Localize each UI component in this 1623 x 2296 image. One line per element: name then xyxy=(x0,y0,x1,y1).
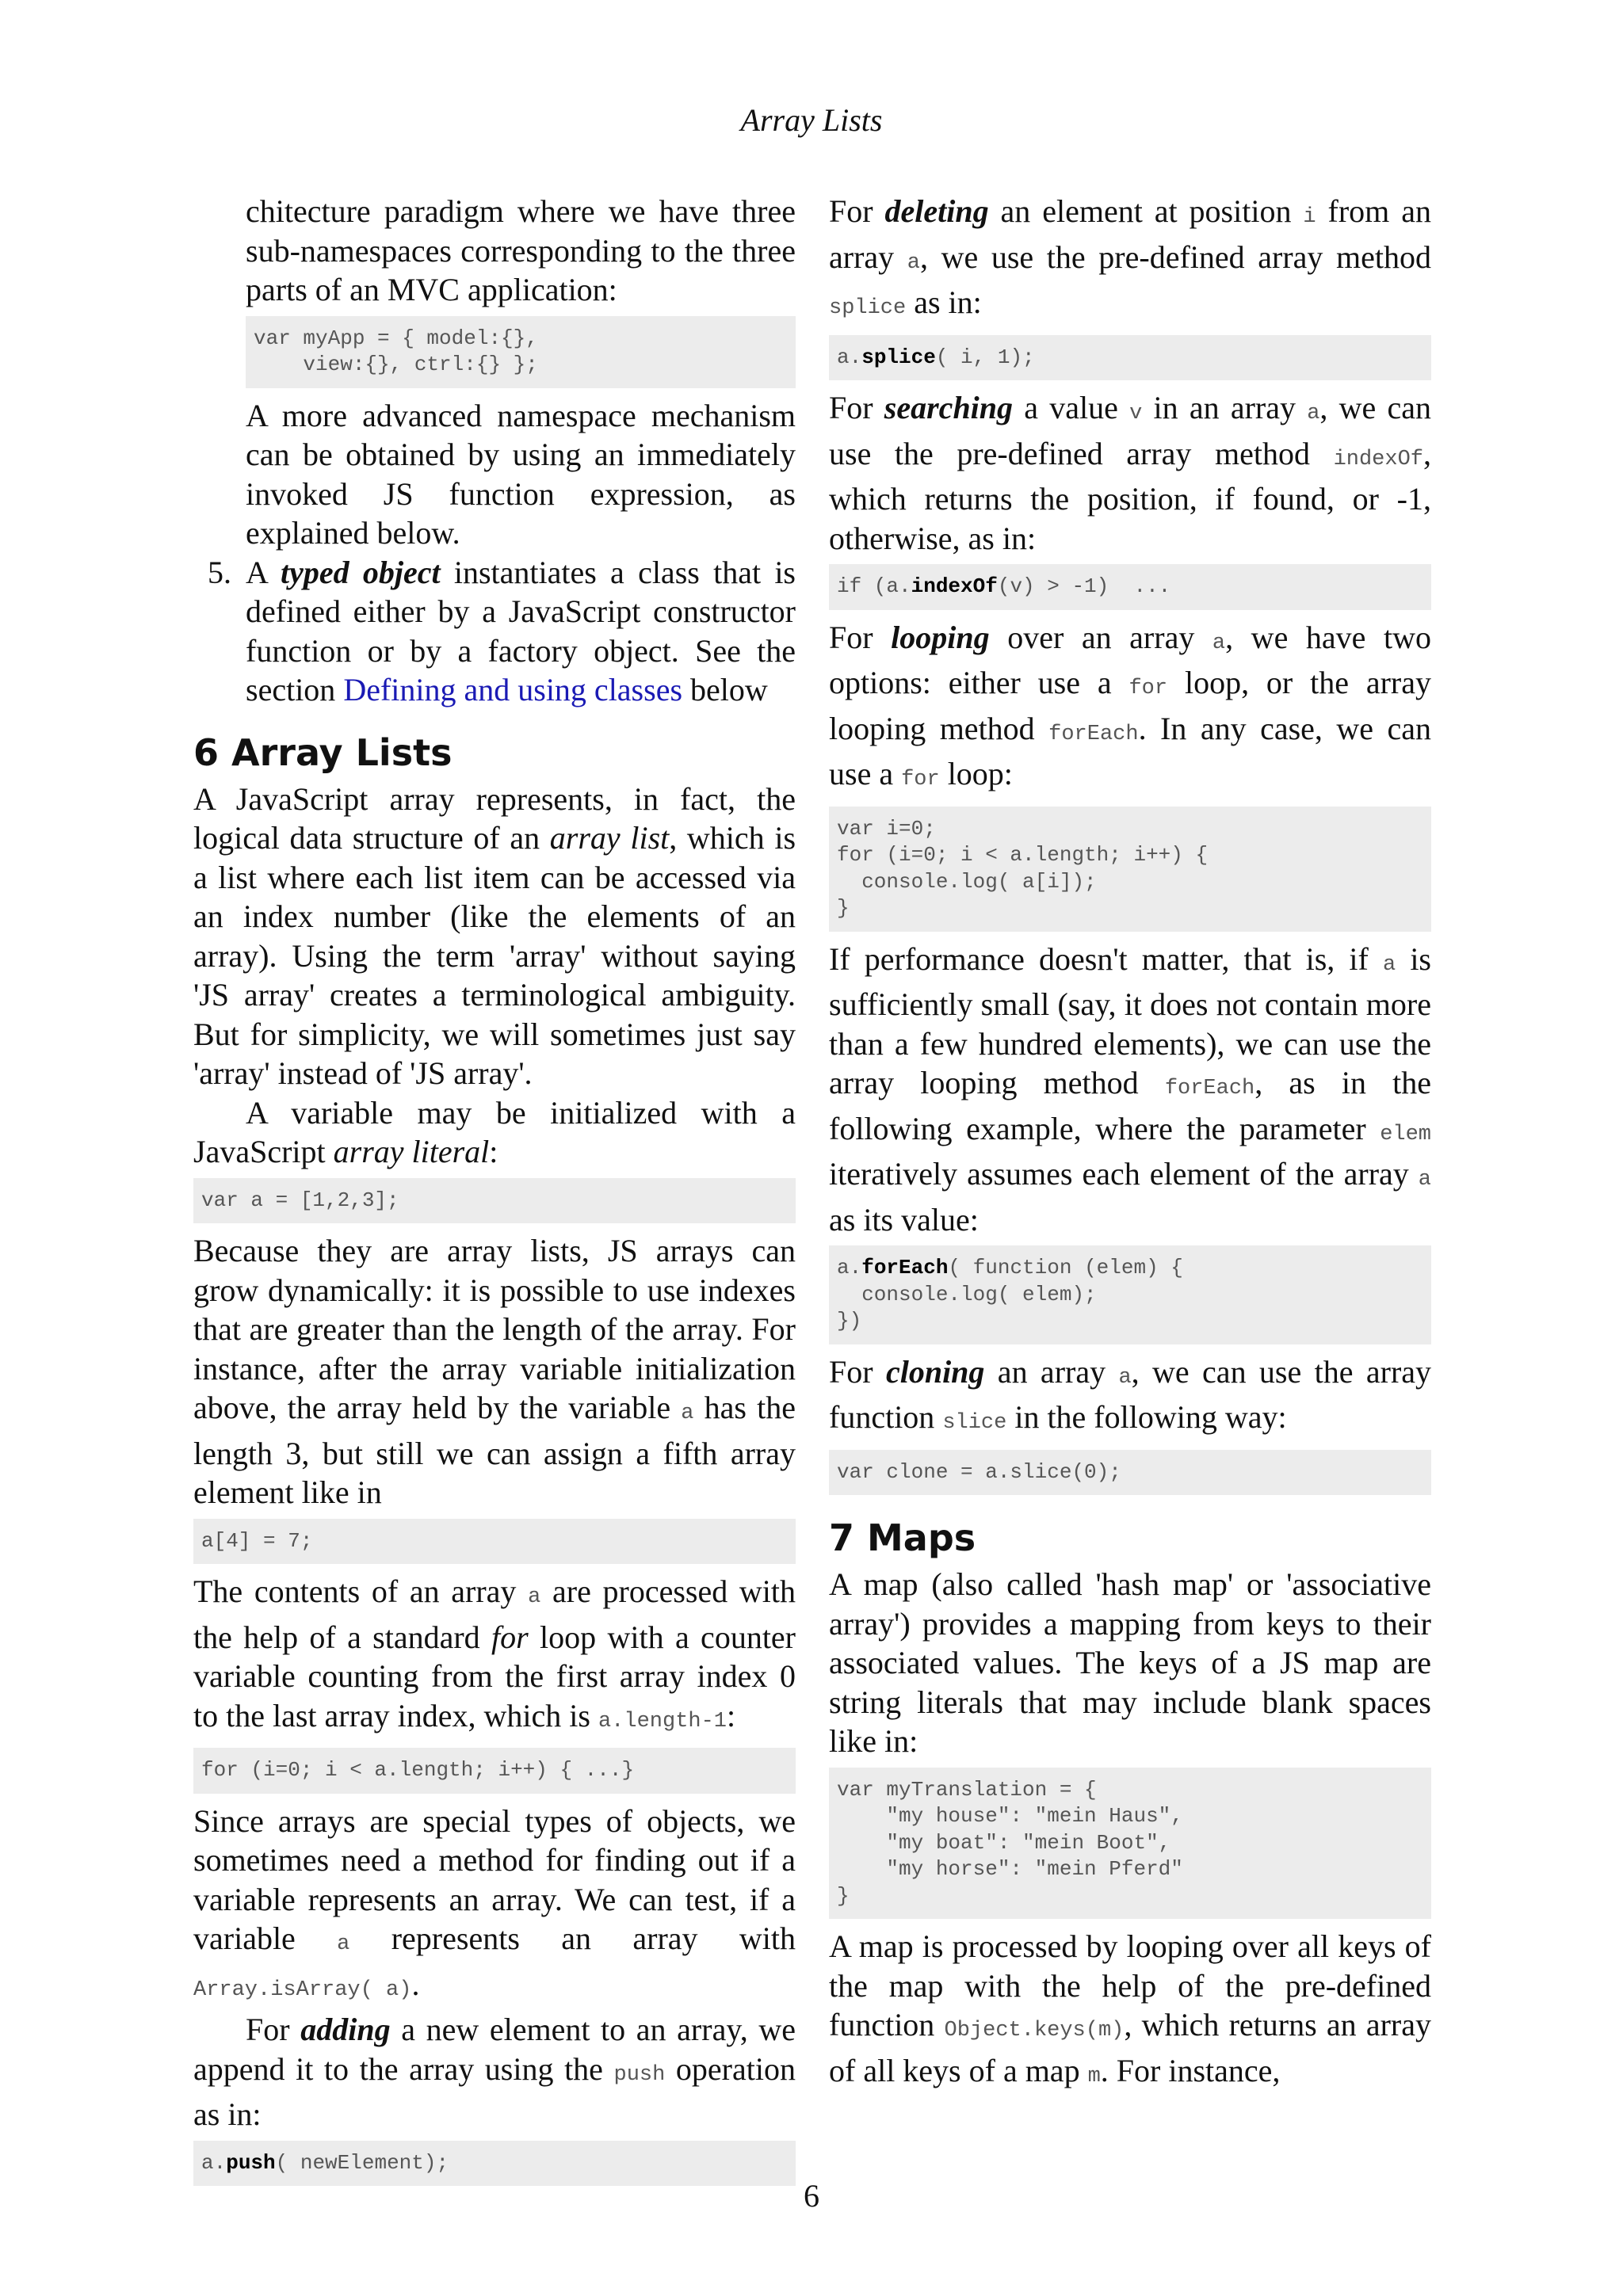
code-block-for-console: var i=0; for (i=0; i < a.length; i++) { console.log( a[i]); } xyxy=(829,807,1431,932)
paragraph-isarray: Since arrays are special types of objects, we sometimes need a method for finding out if a variable represents an array. We can test, if a variable a represents an array with Array.isArray( a). xyxy=(193,1802,796,2002)
paragraph-performance: If performance doesn't matter, that is, if a is sufficiently small (say, it does not contain more than a few hundred elements), we can use the array looping method forEach, as in the following example, where the parameter elem iteratively assumes each element of the array a as its value: xyxy=(829,940,1432,1238)
inline-code-foreach: forEach xyxy=(1048,722,1139,746)
inline-code-elem: elem xyxy=(1380,1122,1431,1146)
paragraph-array-list-intro: A JavaScript array represents, in fact, the logical data structure of an array list, which is a list where each list item can be accessed via an index number (like the elements of an array). Using the term 'array' without saying 'JS array' creates a terminological ambiguity. But for simplicity, we will sometimes just say 'array' instead of 'JS array'. xyxy=(193,780,796,1091)
code-block-array-literal: var a = [1,2,3]; xyxy=(193,1178,796,1224)
inline-code-isarray: Array.isArray( a) xyxy=(193,1978,412,2002)
term-typed-object: typed object xyxy=(280,554,441,590)
page-number: 6 xyxy=(804,2178,819,2214)
code-block-foreach: a.forEach( function (elem) { console.log( elem); }) xyxy=(829,1245,1431,1344)
term-adding: adding xyxy=(300,2012,391,2047)
paragraph-map-intro: A map (also called 'hash map' or 'associative array') provides a mapping from keys to their associated values. The keys of a JS map are string literals that may include blank spaces like in: xyxy=(829,1566,1431,1759)
paragraph-looping: For looping over an array a, we have two options: either use a for loop, or the array looping method forEach. In any case, we can use a for loop: xyxy=(829,619,1431,791)
inline-code-a: a xyxy=(1418,1168,1431,1192)
inline-code-for: for xyxy=(1128,677,1168,700)
section-heading-array-lists: 6 Array Lists xyxy=(193,730,453,774)
paragraph-adding: For adding a new element to an array, we append it to the array using the push operation as in: xyxy=(193,2012,796,2132)
inline-code-a: a xyxy=(907,250,920,275)
inline-code-splice: splice xyxy=(829,296,907,320)
code-block-map: var myTranslation = { "my house": "mein Haus", "my boat": "mein Boot", "my horse": "mein Pferd" } xyxy=(829,1768,1431,1920)
paragraph-object-keys: A map is processed by looping over all keys of the map with the help of the pre-defined function Object.keys(m), which returns an array of all keys of a map m. For instance, xyxy=(829,1928,1431,2088)
paragraph-dynamic-growth: Because they are array lists, JS arrays can grow dynamically: it is possible to use indexes that are greater than the length of the array. For instance, after the array variable initialization above, the array held by the variable a has the length 3, but still we can assign a fifth array element like in xyxy=(193,1233,796,1510)
list-number: 5. xyxy=(208,554,231,590)
paragraph-typed-object: A typed object instantiates a class that is defined either by a JavaScript constructor function or by a factory object. See the section Defining and using classes below xyxy=(246,554,796,707)
code-block-slice: var clone = a.slice(0); xyxy=(829,1450,1431,1496)
term-array-literal: array literal xyxy=(333,1134,490,1169)
list-item-typed-object xyxy=(193,553,796,710)
paragraph-deleting: For deleting an element at position i from an array a, we use the pre-defined array method splice as in: xyxy=(829,193,1432,320)
code-block-assign: a[4] = 7; xyxy=(193,1519,796,1565)
term-deleting: deleting xyxy=(884,193,989,229)
paragraph-namespace-advanced: A more advanced namespace mechanism can be obtained by using an immediately invoked JS function expression, as explained below. xyxy=(246,397,796,551)
inline-code-a: a xyxy=(1118,1365,1132,1390)
running-header: Array Lists xyxy=(740,102,883,138)
inline-code-indexof: indexOf xyxy=(1333,447,1423,471)
term-looping: looping xyxy=(891,619,990,655)
code-block-splice: a.splice( i, 1); xyxy=(829,335,1431,381)
paragraph-cloning: For cloning an array a, we can use the array function slice in the following way: xyxy=(829,1353,1432,1435)
code-block-indexof: if (a.indexOf(v) > -1) ... xyxy=(829,564,1431,610)
term-cloning: cloning xyxy=(885,1353,985,1390)
inline-code-a: a xyxy=(337,1932,350,1956)
left-column xyxy=(193,192,796,2194)
inline-code-m: m xyxy=(1087,2064,1101,2088)
inline-code-foreach: forEach xyxy=(1164,1077,1255,1100)
inline-code-a: a xyxy=(681,1402,694,1425)
inline-code-a: a xyxy=(1212,631,1226,655)
inline-code-slice: slice xyxy=(942,1411,1007,1435)
term-for: for xyxy=(491,1619,529,1655)
inline-code-length: a.length-1 xyxy=(598,1709,727,1733)
inline-code-a: a xyxy=(1382,952,1396,977)
paragraph-array-literal: A variable may be initialized with a JavaScript array literal: xyxy=(193,1094,796,1169)
inline-code-push: push xyxy=(613,2062,666,2087)
namespace-item-continuation xyxy=(193,192,796,553)
inline-code-object-keys: Object.keys(m) xyxy=(944,2019,1125,2042)
inline-code-a: a xyxy=(1307,402,1320,425)
inline-code-i: i xyxy=(1303,205,1316,229)
paragraph-searching: For searching a value v in an array a, we can use the pre-defined array method indexOf, which returns the position, if found, or -1, otherwise, as in: xyxy=(829,390,1431,556)
code-block-for-loop: for (i=0; i < a.length; i++) { ...} xyxy=(193,1748,796,1794)
code-block-myapp: var myApp = { model:{}, view:{}, ctrl:{} }; xyxy=(246,316,796,388)
term-array-list: array list xyxy=(549,820,670,856)
inline-code-for: for xyxy=(901,768,940,791)
paragraph-namespace-mvc: chitecture paradigm where we have three sub-namespaces corresponding to the three parts of an MVC application: xyxy=(246,193,796,307)
term-searching: searching xyxy=(884,390,1014,425)
paragraph-for-loop: The contents of an array a are processed with the help of a standard for loop with a counter variable counting from the first array index 0 to the last array index, which is a.length-1: xyxy=(193,1573,796,1733)
right-column xyxy=(829,192,1431,2096)
code-block-push: a.push( newElement); xyxy=(193,2141,796,2187)
inline-code-v: v xyxy=(1129,402,1143,425)
link-defining-classes[interactable]: Defining and using classes xyxy=(343,672,683,707)
inline-code-a: a xyxy=(528,1585,541,1609)
section-heading-maps: 7 Maps xyxy=(829,1516,976,1559)
